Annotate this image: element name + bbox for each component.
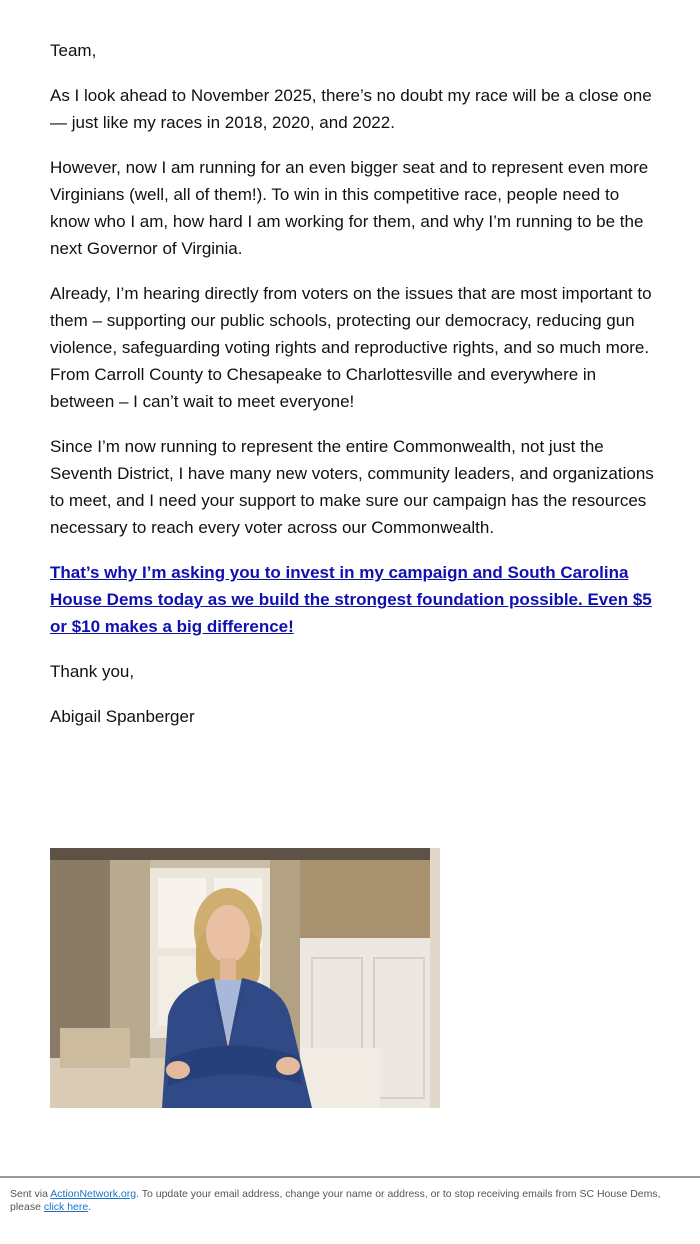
donate-link[interactable]: That’s why I’m asking you to invest in my campaign and South Carolina House Dems today as we build the strongest foundation possible. Even $5 or $10 makes a big difference!: [50, 563, 652, 636]
signature: Abigail Spanberger: [50, 707, 195, 726]
paragraph-commonwealth: Since I’m now running to represent the entire Commonwealth, not just the Seventh District, I have many new voters, community leaders, and organizations to meet, and I need your support to make sure our campaign has the resources necessary to reach every voter across our Commonwealth.: [50, 437, 654, 537]
email-footer: [0, 1176, 700, 1214]
paragraph-intro: As I look ahead to November 2025, there’s no doubt my race will be a close one — just like my races in 2018, 2020, and 2022.: [50, 86, 652, 132]
footer-suffix: .: [88, 1201, 92, 1213]
signoff: Thank you,: [50, 662, 135, 681]
email-body: [50, 37, 655, 748]
actionnetwork-link[interactable]: ActionNetwork.org: [50, 1188, 137, 1200]
footer-middle: . To update your email address, change your name or address, or to stop receiving emails from SC House Dems, please: [10, 1188, 661, 1213]
paragraph-bigger-seat: However, now I am running for an even bigger seat and to represent even more Virginians (well, all of them!). To win in this competitive race, people need to know who I am, how hard I am working for them, and why I’m running to be the next Governor of Virginia.: [50, 158, 649, 258]
footer-prefix: Sent via: [10, 1188, 51, 1200]
unsubscribe-link[interactable]: click here: [43, 1201, 89, 1213]
candidate-photo: [50, 848, 440, 1108]
cta-paragraph: [50, 559, 655, 640]
greeting: Team,: [50, 41, 97, 60]
candidate-portrait-image: [50, 848, 440, 1108]
paragraph-issues: Already, I’m hearing directly from voters on the issues that are most important to them – supporting our public schools, protecting our democracy, reducing gun violence, safeguarding voting rights and reproductive rights, and so much more. From Carroll County to Chesapeake to Charlottesville and everywhere in between – I can’t wait to meet everyone!: [50, 284, 652, 411]
